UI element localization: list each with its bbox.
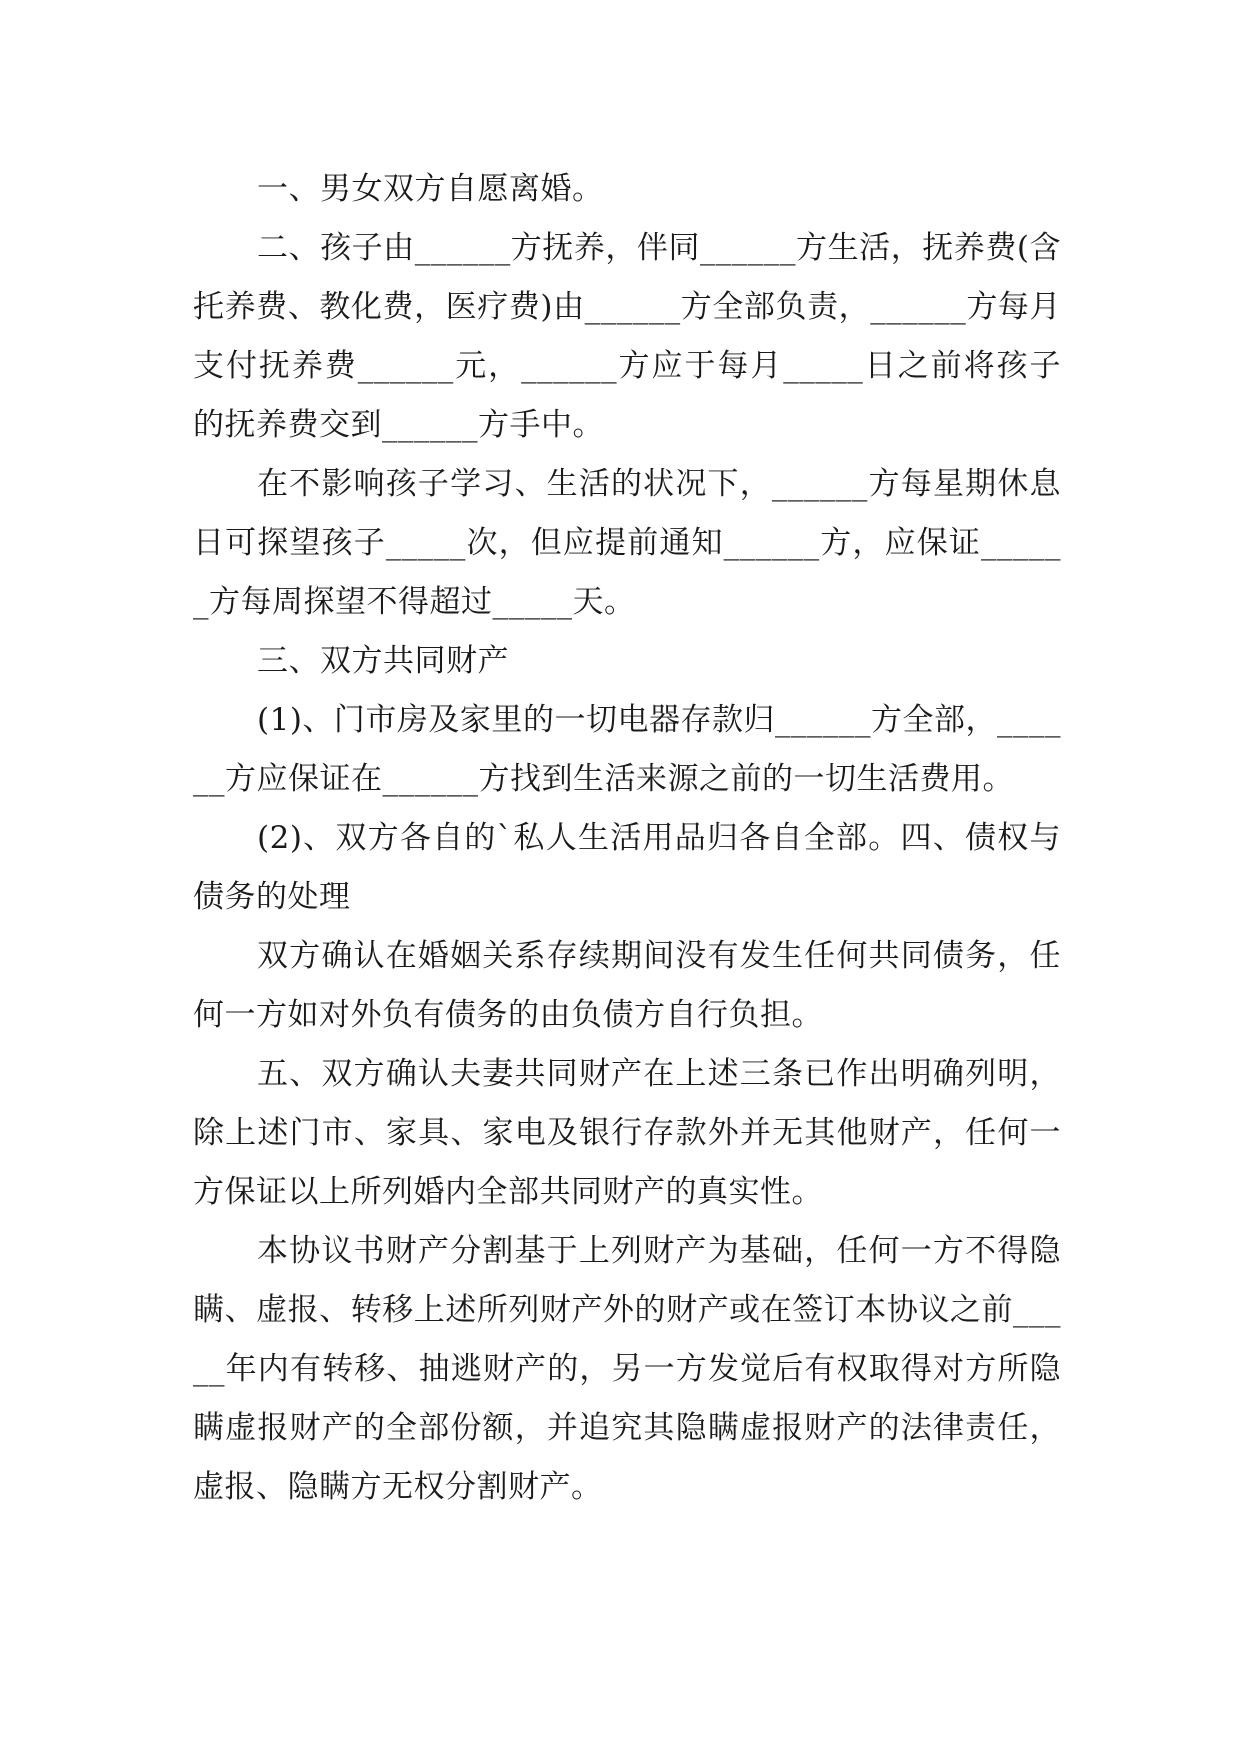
- document-body: [193, 160, 1061, 1517]
- paragraph-joint-property-heading: 三、双方共同财产: [257, 643, 509, 679]
- paragraph-voluntary-divorce: 一、男女双方自愿离婚。: [257, 171, 604, 207]
- paragraph-property-division: 本协议书财产分割基于上列财产为基础，任何一方不得隐瞒、虚报、转移上述所列财产外的财产或在签订本协议之前_____年内有转移、抽逃财产的，另一方发觉后有权取得对方所隐瞒虚报财产的全部份额，并追究其隐瞒虚报财产的法律责任，虚报、隐瞒方无权分割财产。: [193, 1233, 1061, 1505]
- paragraph-property-item-2: (2)、双方各自的`私人生活用品归各自全部。四、债权与债务的处理: [193, 820, 1061, 915]
- paragraph-debts: 双方确认在婚姻关系存续期间没有发生任何共同债务，任何一方如对外负有债务的由负债方自行负担。: [193, 938, 1061, 1033]
- paragraph-property-item-1: (1)、门市房及家里的一切电器存款归______方全部，______方应保证在______方找到生活来源之前的一切生活费用。: [193, 702, 1061, 797]
- paragraph-property-confirmation: 五、双方确认夫妻共同财产在上述三条已作出明确列明，除上述门市、家具、家电及银行存款外并无其他财产，任何一方保证以上所列婚内全部共同财产的真实性。: [193, 1056, 1061, 1210]
- paragraph-child-custody: 二、孩子由______方抚养，伴同______方生活，抚养费(含托养费、教化费，医疗费)由______方全部负责，______方每月支付抚养费______元，______方应于每月_____日之前将孩子的抚养费交到______方手中。: [193, 230, 1061, 443]
- paragraph-visitation: 在不影响孩子学习、生活的状况下，______方每星期休息日可探望孩子_____次，但应提前通知______方，应保证______方每周探望不得超过_____天。: [193, 466, 1061, 620]
